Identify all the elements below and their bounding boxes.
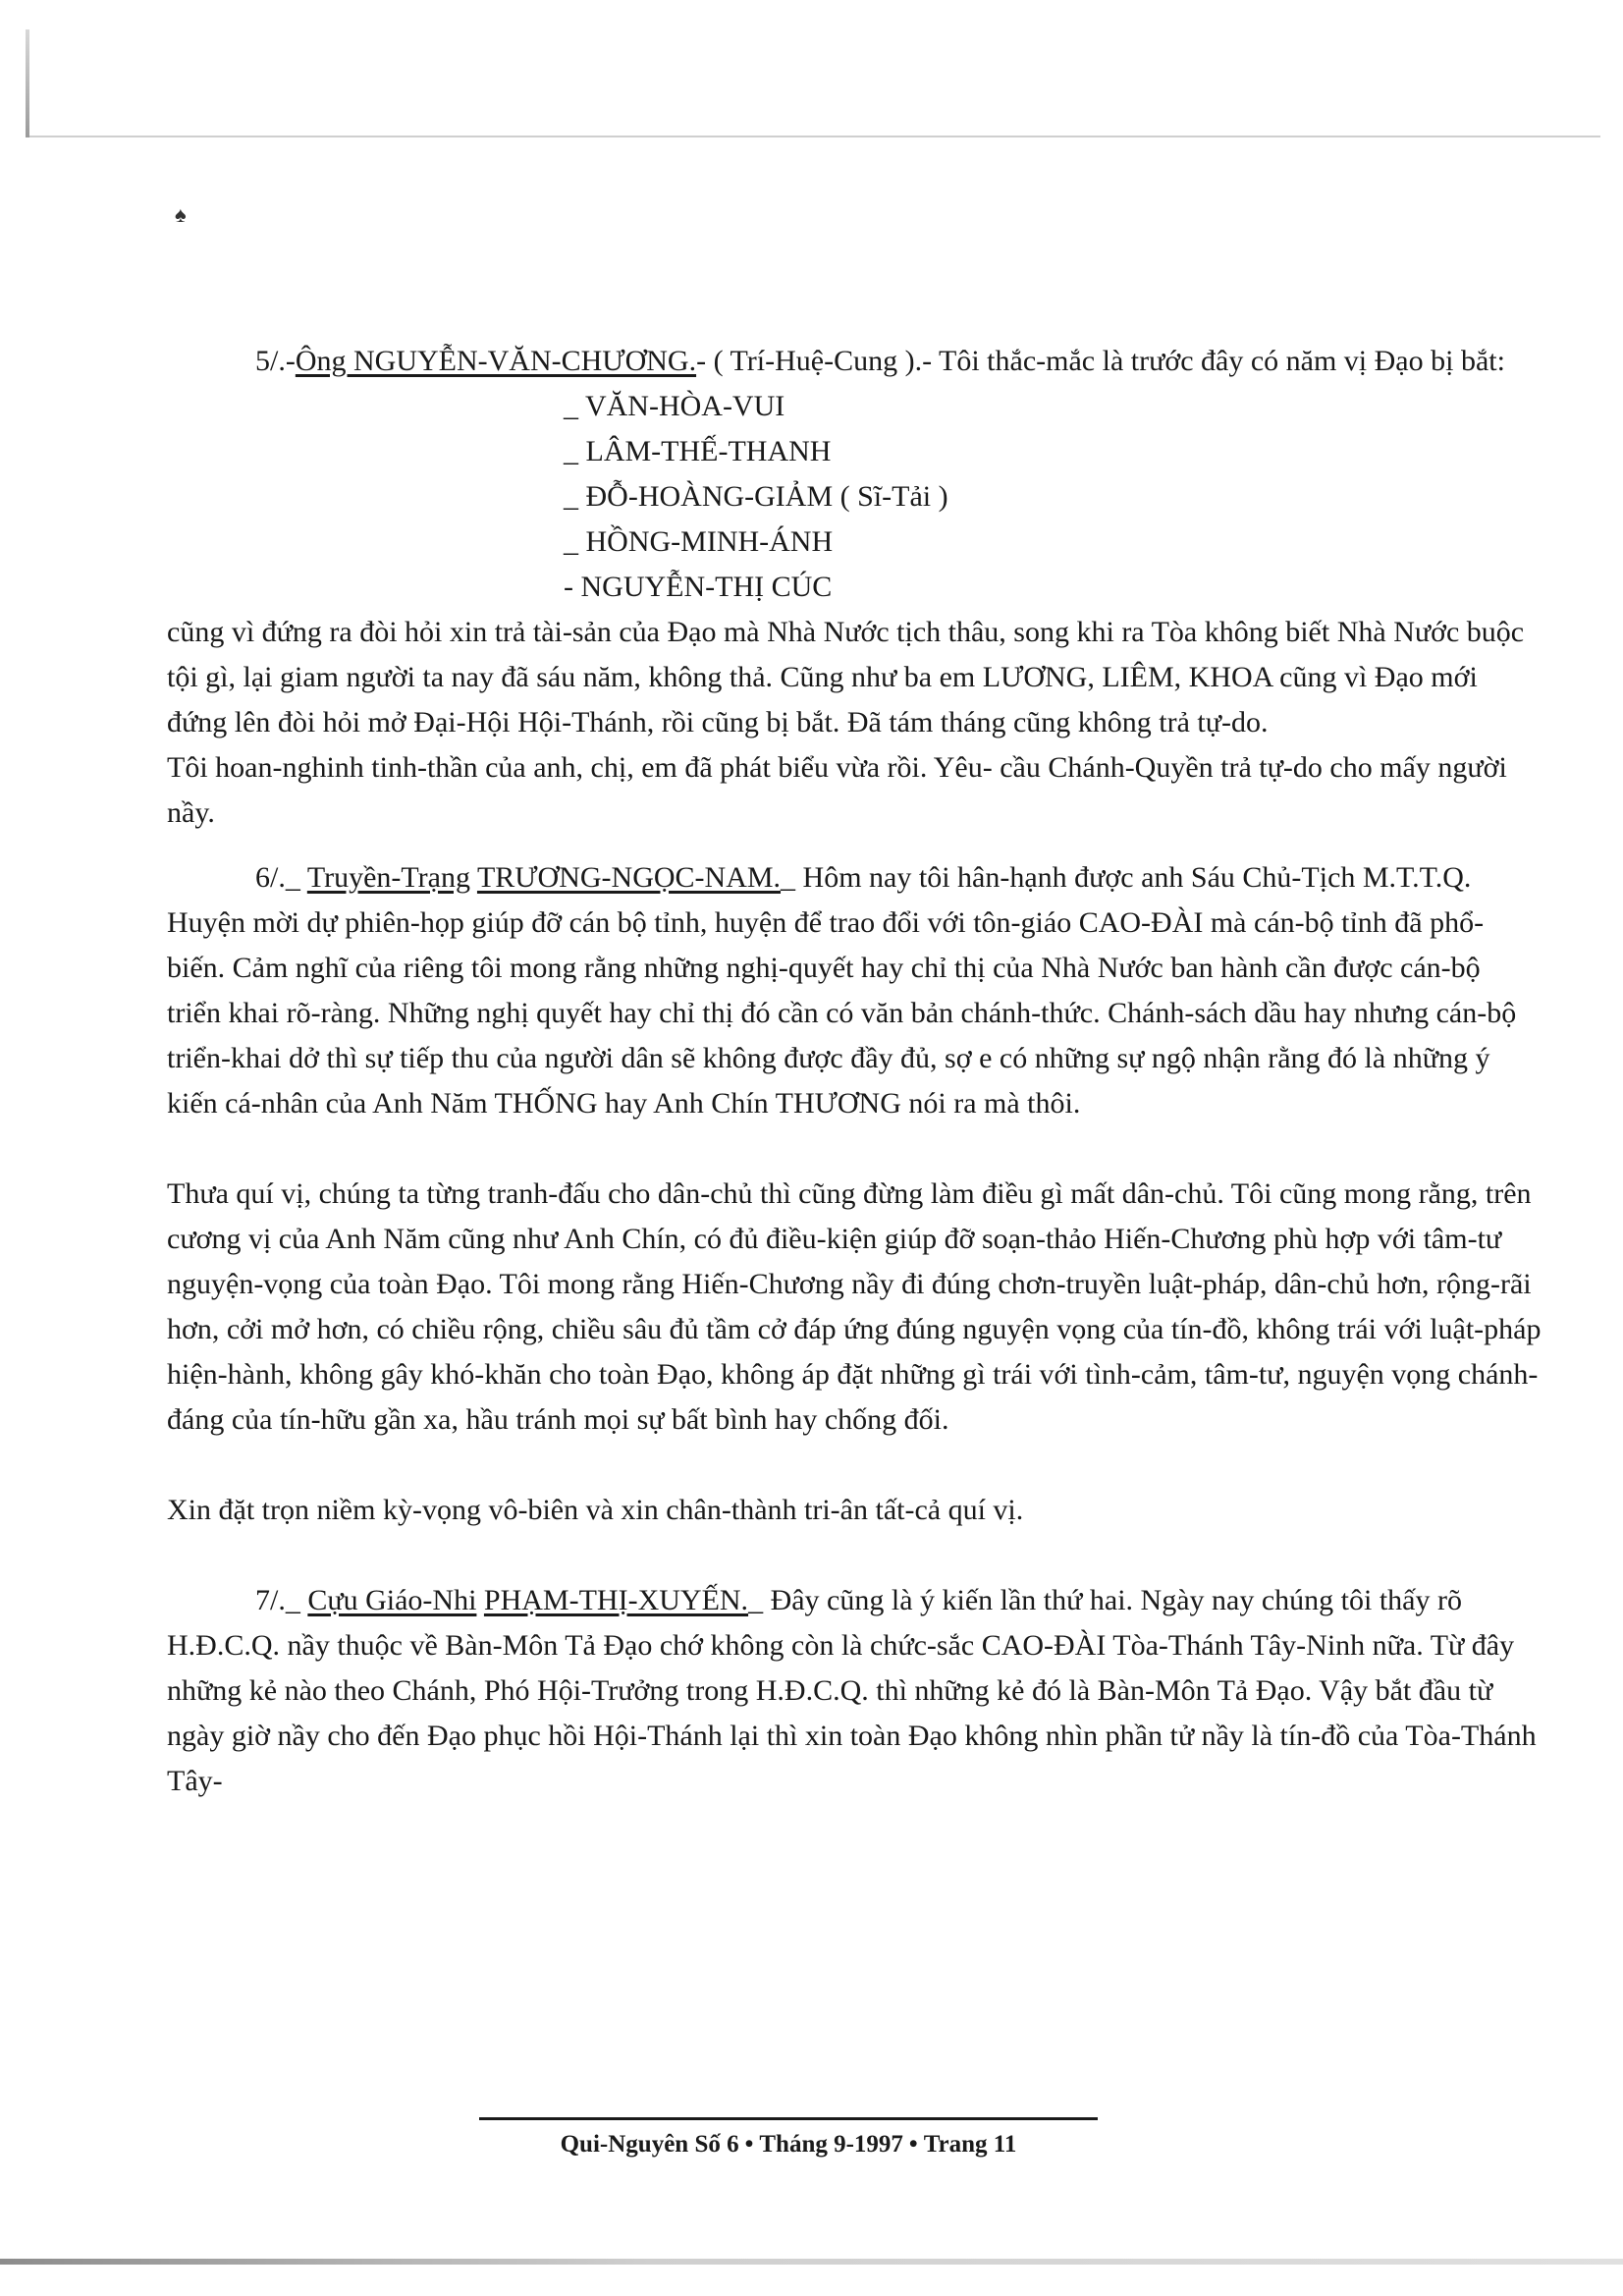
footer-publication: Qui-Nguyên Số 6 (560, 2131, 739, 2158)
spacer (167, 1126, 1542, 1172)
section-7-title: Cựu Giáo-Nhi (307, 1584, 477, 1616)
section-6-title: Truyền-Trạng (306, 861, 470, 894)
section-6-paragraph-3: Xin đặt trọn niềm kỳ-vọng vô-biên và xin chân-thành tri-ân tất-cả quí vị. (167, 1494, 1024, 1526)
section-5-closing: Tôi hoan-nghinh tinh-thần của anh, chị, em đã phát biểu vừa rồi. Yêu- cầu Chánh-Quyền trả tự-do cho mấy người nầy. (167, 751, 1507, 829)
section-7-paragraph-1 (167, 1578, 1542, 1804)
section-6-number: 6/._ (255, 861, 300, 894)
section-5-speaker: Ông NGUYỄN-VĂN-CHƯƠNG. (295, 345, 697, 377)
footer-date: Tháng 9-1997 (759, 2131, 903, 2158)
list-item: _ VĂN-HÒA-VUI (564, 390, 785, 422)
footer-separator: • (744, 2131, 754, 2158)
section-7-speaker: PHẠM-THỊ-XUYẾN. (483, 1584, 749, 1616)
section-7-text: _ Đây cũng là ý kiến lần thứ hai. Ngày nay chúng tôi thấy rõ H.Đ.C.Q. nầy thuộc về Bàn-Môn Tả Đạo chớ không còn là chức-sắc CAO-ĐÀI Tòa-Thánh Tây-Ninh nữa. Từ đây những kẻ nào theo Chánh, Phó Hội-Trưởng trong H.Đ.C.Q. thì những kẻ đó là Bàn-Môn Tả Đạo. Vậy bắt đầu từ ngày giờ nầy cho đến Đạo phục hồi Hội-Thánh lại thì xin toàn Đạo không nhìn phần tử nầy là tín-đồ của Tòa-Thánh Tây- (167, 1584, 1537, 1797)
spacer (167, 1443, 1542, 1488)
scan-shadow-corner (26, 29, 29, 137)
document-body (167, 339, 1542, 1804)
ink-mark: ♠ (175, 202, 187, 227)
section-5-number: 5/.- (255, 345, 296, 377)
list-item: - NGUYỄN-THỊ CÚC (564, 571, 833, 603)
footer-separator: • (908, 2131, 918, 2158)
page-footer (479, 2131, 1098, 2159)
list-item: _ HỒNG-MINH-ÁNH (564, 525, 834, 558)
section-5-body: cũng vì đứng ra đòi hỏi xin trả tài-sản của Đạo mà Nhà Nước tịch thâu, song khi ra Tòa không biết Nhà Nước buộc tội gì, lại giam người ta nay đã sáu năm, không thả. Cũng như ba em LƯƠNG, LIÊM, KHOA cũng vì Đạo mới đứng lên đòi hỏi mở Đại-Hội Hội-Thánh, rồi cũng bị bắt. Đã tám tháng cũng không trả tự-do. (167, 616, 1525, 738)
section-5-intro (167, 339, 1542, 384)
arrested-names-list (564, 384, 1542, 610)
spacer (167, 1533, 1542, 1578)
footer-page-number: Trang 11 (923, 2131, 1017, 2158)
list-item: _ LÂM-THẾ-THANH (564, 435, 832, 467)
section-6-speaker: TRƯƠNG-NGỌC-NAM. (476, 861, 782, 894)
section-6-paragraph-1 (167, 855, 1542, 1126)
spacer (167, 836, 1542, 855)
footer-rule (479, 2117, 1098, 2120)
scan-edge-bottom (0, 2259, 1623, 2265)
section-5-intro-text: - ( Trí-Huệ-Cung ).- Tôi thắc-mắc là trước đây có năm vị Đạo bị bắt: (696, 345, 1505, 377)
scan-edge-top (29, 136, 1600, 137)
section-6-paragraph-2: Thưa quí vị, chúng ta từng tranh-đấu cho dân-chủ thì cũng đừng làm điều gì mất dân-chủ. Tôi cũng mong rằng, trên cương vị của Anh Năm cũng như Anh Chín, có đủ điều-kiện giúp đỡ soạn-thảo Hiến-Chương phù hợp với tâm-tư nguyện-vọng của toàn Đạo. Tôi mong rằng Hiến-Chương nầy đi đúng chơn-truyền luật-pháp, dân-chủ hơn, rộng-rãi hơn, cởi mở hơn, có chiều rộng, chiều sâu đủ tầm cở đáp ứng đúng nguyện vọng của tín-đồ, không trái với luật-pháp hiện-hành, không gây khó-khăn cho toàn Đạo, không áp đặt những gì trái với tình-cảm, tâm-tư, nguyện vọng chánh-đáng của tín-hữu gần xa, hầu tránh mọi sự bất bình hay chống đối. (167, 1177, 1542, 1436)
list-item: _ ĐỖ-HOÀNG-GIẢM ( Sĩ-Tải ) (564, 480, 948, 513)
section-6-text: _ Hôm nay tôi hân-hạnh được anh Sáu Chủ-Tịch M.T.T.Q. Huyện mời dự phiên-họp giúp đỡ cán bộ tỉnh, huyện để trao đổi với tôn-giáo CAO-ĐÀI mà cán-bộ tỉnh đã phổ-biến. Cảm nghĩ của riêng tôi mong rằng những nghị-quyết hay chỉ thị của Nhà Nước ban hành cần được cán-bộ triển khai rõ-ràng. Những nghị quyết hay chỉ thị đó cần có văn bản chánh-thức. Chánh-sách dầu hay nhưng cán-bộ triển-khai dở thì sự tiếp thu của người dân sẽ không được đầy đủ, sợ e có những sự ngộ nhận rằng đó là những ý kiến cá-nhân của Anh Năm THỐNG hay Anh Chín THƯƠNG nói ra mà thôi. (167, 861, 1517, 1120)
section-7-number: 7/._ (255, 1584, 300, 1616)
